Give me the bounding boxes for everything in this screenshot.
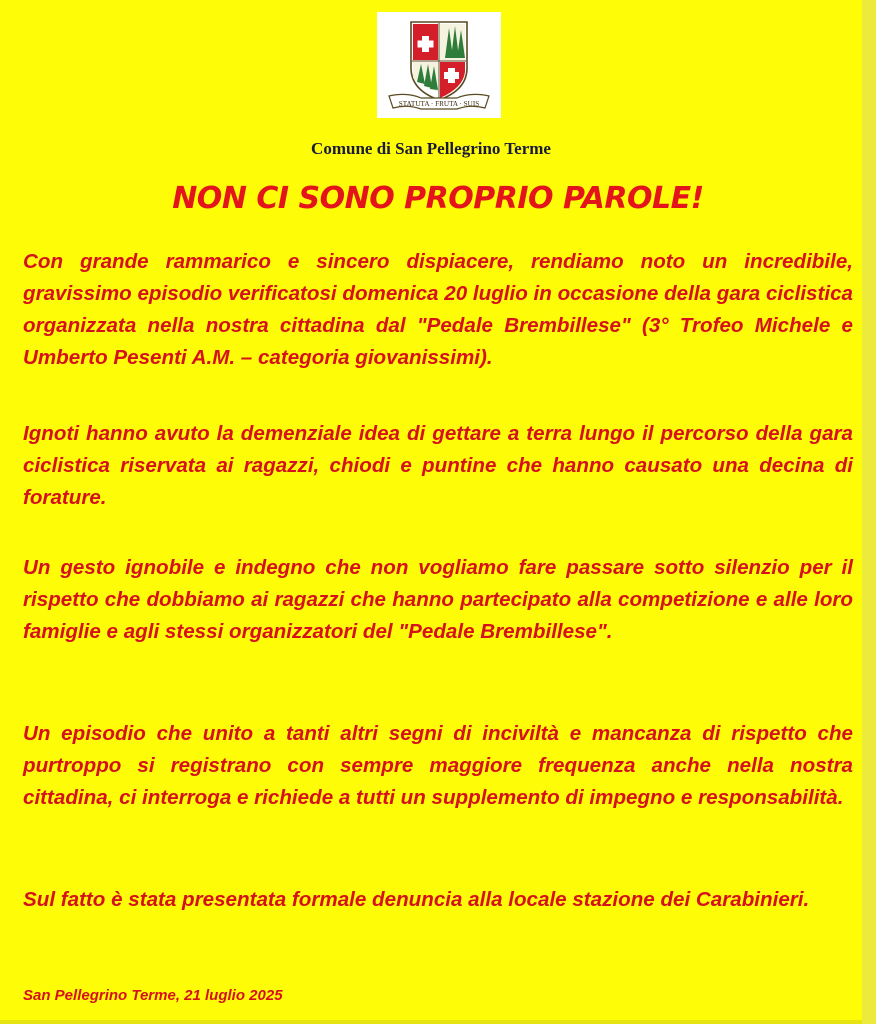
page-title: NON CI SONO PROPRIO PAROLE! (172, 181, 704, 216)
coat-of-arms-icon (377, 12, 501, 118)
municipality-name: Comune di San Pellegrino Terme (311, 139, 551, 158)
paragraph-4: Un episodio che unito a tanti altri segni di inciviltà e mancanza di rispetto che purtroppo si registrano con sempre maggiore frequenza anche nella nostra cittadina, ci interroga e richiede a tutti un supplemento di impegno e responsabilità. (23, 722, 853, 809)
place-and-date: San Pellegrino Terme, 21 luglio 2025 (23, 987, 283, 1004)
paragraph-3: Un gesto ignobile e indegno che non vogliamo fare passare sotto silenzio per il rispetto che dobbiamo ai ragazzi che hanno partecipato alla competizione e alle loro famiglie e agli stessi organizzatori del "Pedale Brembillese". (23, 556, 853, 643)
paragraph-1: Con grande rammarico e sincero dispiacere, rendiamo noto un incredibile, gravissimo episodio verificatosi domenica 20 luglio in occasione della gara ciclistica organizzata nella nostra cittadina dal "Pedale Brembillese" (3° Trofeo Michele e Umberto Pesenti A.M. – categoria giovanissimi). (23, 250, 853, 369)
municipal-coat-of-arms (377, 12, 501, 118)
logo-motto: STATUTA · FRUTA · SUIS (398, 100, 480, 108)
paragraph-5: Sul fatto è stata presentata formale denuncia alla locale stazione dei Carabinieri. (23, 888, 810, 911)
page-bottom-edge (0, 1020, 862, 1024)
page-right-margin (862, 0, 876, 1024)
paragraph-2: Ignoti hanno avuto la demenziale idea di gettare a terra lungo il percorso della gara ciclistica riservata ai ragazzi, chiodi e puntine che hanno causato una decina di forature. (23, 422, 853, 509)
